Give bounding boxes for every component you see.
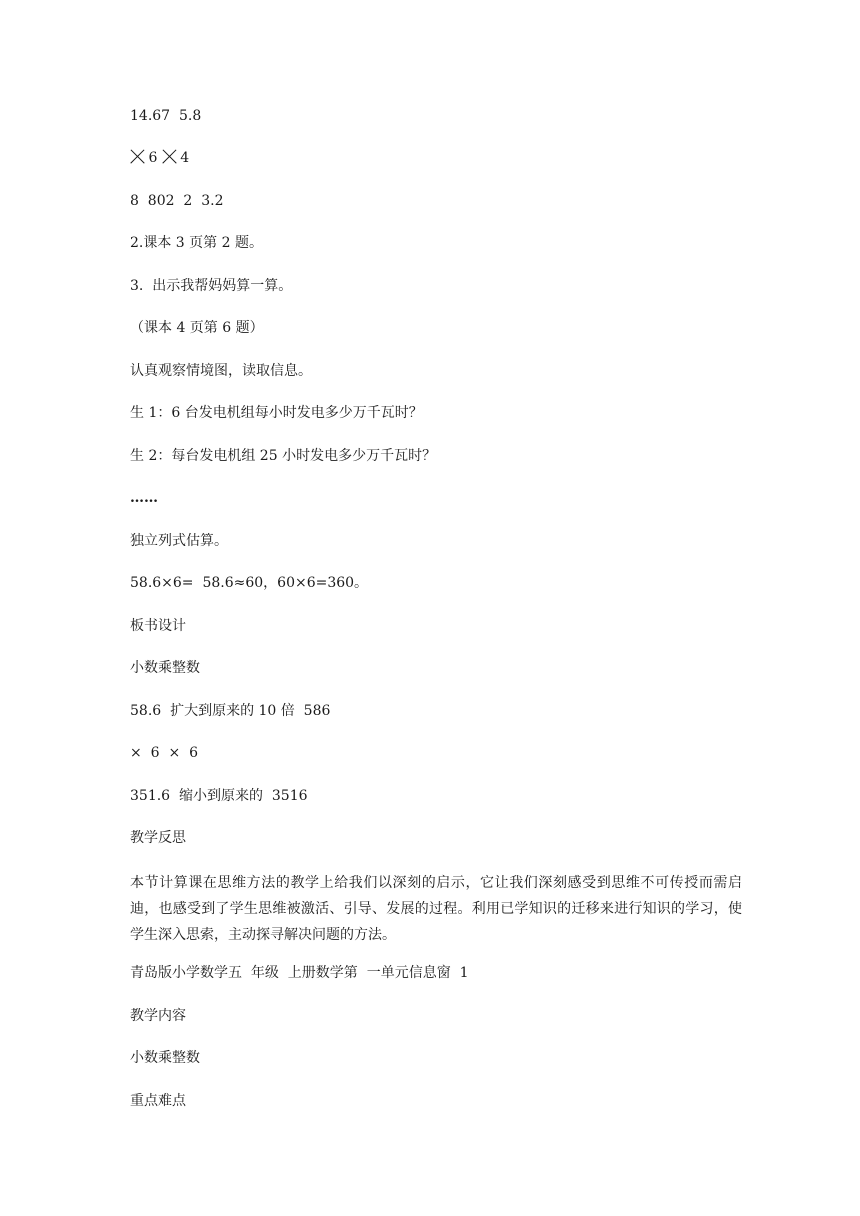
multiplier-b: 4 bbox=[180, 150, 190, 166]
ellipsis: …… bbox=[130, 490, 158, 506]
estimate-formula: 58.6×6= 58.6≈60，60×6=360。 bbox=[130, 575, 369, 591]
text-line-numbers: 14.67 5.8 bbox=[130, 108, 202, 124]
exercise-item-3: 3. 出示我帮妈妈算一算。 bbox=[130, 278, 293, 294]
board-title: 小数乘整数 bbox=[130, 660, 200, 676]
section-heading-content: 教学内容 bbox=[130, 1008, 186, 1024]
section-heading-reflection: 教学反思 bbox=[130, 830, 186, 846]
section-heading-board-design: 板书设计 bbox=[130, 618, 186, 634]
lesson-title: 青岛版小学数学五 年级 上册数学第 一单元信息窗 1 bbox=[130, 965, 469, 981]
student-question-2: 生 2：每台发电机组 25 小时发电多少万千瓦时？ bbox=[130, 448, 437, 464]
textbook-reference: （课本 4 页第 6 题） bbox=[130, 320, 264, 336]
multiply-cross-icon bbox=[130, 150, 144, 164]
board-line-3: 351.6 缩小到原来的 3516 bbox=[130, 788, 308, 804]
multiplier-a: 6 bbox=[148, 150, 158, 166]
instruction-text: 认真观察情境图，读取信息。 bbox=[130, 363, 312, 379]
content-topic: 小数乘整数 bbox=[130, 1050, 200, 1066]
board-line-1: 58.6 扩大到原来的 10 倍 586 bbox=[130, 703, 331, 719]
board-line-2: × 6 × 6 bbox=[130, 745, 198, 761]
exercise-item-2: 2.课本 3 页第 2 题。 bbox=[130, 235, 263, 251]
reflection-paragraph: 本节计算课在思维方法的教学上给我们以深刻的启示，它让我们深刻感受到思维不可传授而需启迪，也感受到了学生思维被激活、引导、发展的过程。利用已学知识的迁移来进行知识的学习，使学生深入思索，主动探寻解决问题的方法。 bbox=[130, 875, 742, 943]
multiplication-line bbox=[130, 148, 189, 168]
student-question-1: 生 1：6 台发电机组每小时发电多少万千瓦时？ bbox=[130, 405, 423, 421]
instruction-estimate: 独立列式估算。 bbox=[130, 533, 228, 549]
multiply-cross-icon bbox=[162, 150, 176, 164]
text-line-results: 8 802 2 3.2 bbox=[130, 193, 224, 209]
section-heading-key-points: 重点难点 bbox=[130, 1093, 186, 1109]
